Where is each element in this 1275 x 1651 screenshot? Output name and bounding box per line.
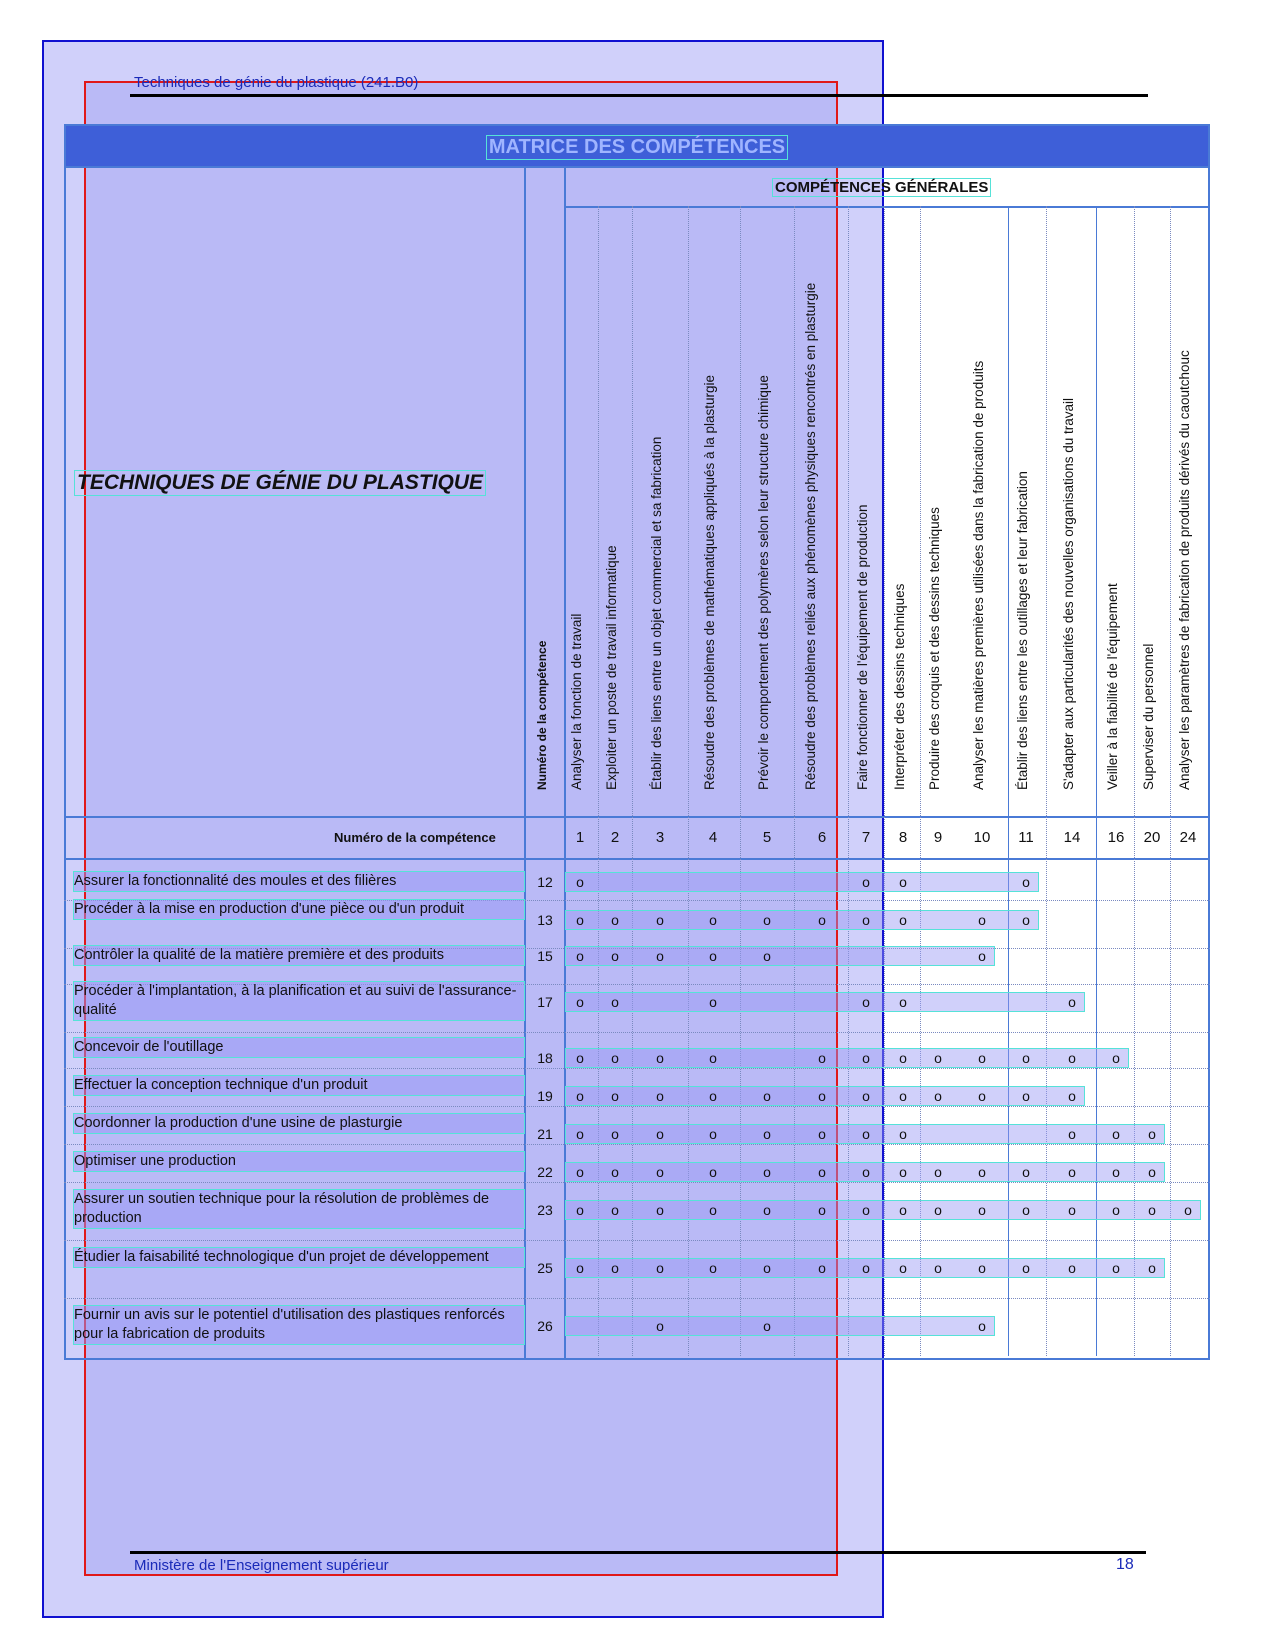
mark-18-8: o (899, 1050, 907, 1066)
mark-12-1: o (576, 874, 584, 890)
mark-25-20: o (1148, 1260, 1156, 1276)
mark-22-2: o (611, 1164, 619, 1180)
mark-19-3: o (656, 1088, 664, 1104)
general-competency-number-3: 3 (655, 829, 665, 846)
mark-22-16: o (1112, 1164, 1120, 1180)
mark-17-8: o (899, 994, 907, 1010)
row-label-13: Procéder à la mise en production d'une pièce ou d'un produit (74, 900, 524, 919)
mark-18-14: o (1068, 1050, 1076, 1066)
row-number-22: 22 (537, 1164, 553, 1180)
mark-15-1: o (576, 948, 584, 964)
matrix-subheader-rule (64, 166, 1210, 168)
general-competency-label-7: Faire fonctionner de l'équipement de production (855, 504, 870, 790)
column-separator (740, 206, 741, 1356)
mark-15-2: o (611, 948, 619, 964)
column-separator (848, 206, 849, 1356)
general-competency-label-2: Exploiter un poste de travail informatique (604, 545, 619, 790)
mark-13-5: o (763, 912, 771, 928)
row-highlight-12 (566, 873, 1038, 891)
row-number-21: 21 (537, 1126, 553, 1142)
row-highlight-17 (566, 993, 1084, 1011)
mark-18-6: o (818, 1050, 826, 1066)
mark-22-8: o (899, 1164, 907, 1180)
mark-23-11: o (1022, 1202, 1030, 1218)
mark-22-9: o (934, 1164, 942, 1180)
row-label-15: Contrôler la qualité de la matière première et des produits (74, 946, 524, 965)
mark-25-16: o (1112, 1260, 1120, 1276)
row-label-19: Effectuer la conception technique d'un produit (74, 1076, 524, 1095)
mark-22-11: o (1022, 1164, 1030, 1180)
mark-15-4: o (709, 948, 717, 964)
mark-19-4: o (709, 1088, 717, 1104)
general-competency-number-8: 8 (898, 829, 908, 846)
mark-13-7: o (862, 912, 870, 928)
column-separator (632, 206, 633, 1356)
column-separator (884, 206, 885, 1356)
mark-18-3: o (656, 1050, 664, 1066)
mark-15-10: o (978, 948, 986, 964)
mark-17-14: o (1068, 994, 1076, 1010)
mark-19-6: o (818, 1088, 826, 1104)
row-separator (64, 1068, 1210, 1069)
mark-25-3: o (656, 1260, 664, 1276)
group-separator (1096, 206, 1097, 1356)
row-label-18: Concevoir de l'outillage (74, 1038, 524, 1057)
mark-21-16: o (1112, 1126, 1120, 1142)
mark-25-4: o (709, 1260, 717, 1276)
mark-25-7: o (862, 1260, 870, 1276)
number-column-header: Numéro de la compétence (535, 640, 549, 790)
mark-22-10: o (978, 1164, 986, 1180)
general-competency-number-14: 14 (1063, 829, 1081, 846)
mark-19-10: o (978, 1088, 986, 1104)
mark-26-10: o (978, 1318, 986, 1334)
column-separator (688, 206, 689, 1356)
general-competency-label-3: Établir des liens entre un objet commercial et sa fabrication (649, 436, 664, 790)
row-number-17: 17 (537, 994, 553, 1010)
mark-18-4: o (709, 1050, 717, 1066)
general-competency-label-24: Analyser les paramètres de fabrication de produits dérivés du caoutchouc (1177, 350, 1192, 790)
mark-23-20: o (1148, 1202, 1156, 1218)
mark-23-6: o (818, 1202, 826, 1218)
row-separator (64, 1032, 1210, 1033)
mark-21-20: o (1148, 1126, 1156, 1142)
mark-18-2: o (611, 1050, 619, 1066)
label-column-divider (524, 166, 526, 1360)
mark-12-7: o (862, 874, 870, 890)
mark-13-4: o (709, 912, 717, 928)
mark-22-5: o (763, 1164, 771, 1180)
column-separator (794, 206, 795, 1356)
general-competency-number-24: 24 (1179, 829, 1197, 846)
mark-18-11: o (1022, 1050, 1030, 1066)
mark-23-7: o (862, 1202, 870, 1218)
footer-ministry: Ministère de l'Enseignement supérieur (134, 1557, 389, 1574)
mark-21-2: o (611, 1126, 619, 1142)
mark-26-5: o (763, 1318, 771, 1334)
mark-21-5: o (763, 1126, 771, 1142)
matrix-banner (66, 126, 1208, 168)
general-competency-number-5: 5 (762, 829, 772, 846)
row-number-26: 26 (537, 1318, 553, 1334)
mark-26-3: o (656, 1318, 664, 1334)
mark-25-5: o (763, 1260, 771, 1276)
mark-23-14: o (1068, 1202, 1076, 1218)
row-label-22: Optimiser une production (74, 1152, 524, 1171)
mark-23-1: o (576, 1202, 584, 1218)
row-separator (64, 1298, 1210, 1299)
mark-13-2: o (611, 912, 619, 928)
number-row-label: Numéro de la compétence (334, 830, 496, 845)
mark-23-4: o (709, 1202, 717, 1218)
general-competency-number-16: 16 (1107, 829, 1125, 846)
mark-21-1: o (576, 1126, 584, 1142)
mark-22-14: o (1068, 1164, 1076, 1180)
column-separator (1046, 206, 1047, 1356)
row-number-15: 15 (537, 948, 553, 964)
row-separator (64, 1144, 1210, 1145)
row-number-25: 25 (537, 1260, 553, 1276)
general-competency-label-4: Résoudre des problèmes de mathématiques appliqués à la plasturgie (702, 375, 717, 790)
number-row-top-rule (64, 816, 1210, 818)
mark-15-5: o (763, 948, 771, 964)
general-competency-number-1: 1 (575, 829, 585, 846)
column-separator (1134, 206, 1135, 1356)
row-number-23: 23 (537, 1202, 553, 1218)
mark-22-4: o (709, 1164, 717, 1180)
mark-12-11: o (1022, 874, 1030, 890)
mark-18-9: o (934, 1050, 942, 1066)
row-separator (64, 1240, 1210, 1241)
mark-13-3: o (656, 912, 664, 928)
mark-23-9: o (934, 1202, 942, 1218)
general-competency-number-9: 9 (933, 829, 943, 846)
mark-19-9: o (934, 1088, 942, 1104)
mark-13-8: o (899, 912, 907, 928)
mark-17-1: o (576, 994, 584, 1010)
mark-25-10: o (978, 1260, 986, 1276)
mark-21-8: o (899, 1126, 907, 1142)
general-competency-label-14: S'adapter aux particularités des nouvelles organisations du travail (1061, 397, 1076, 790)
row-highlight-15 (566, 947, 994, 965)
mark-25-1: o (576, 1260, 584, 1276)
general-competency-label-11: Établir des liens entre les outillages et leur fabrication (1015, 471, 1030, 790)
mark-21-7: o (862, 1126, 870, 1142)
mark-19-1: o (576, 1088, 584, 1104)
mark-23-8: o (899, 1202, 907, 1218)
general-competency-label-16: Veiller à la fiabilité de l'équipement (1105, 583, 1120, 790)
header-rule (130, 94, 1148, 97)
row-number-19: 19 (537, 1088, 553, 1104)
program-title: TECHNIQUES DE GÉNIE DU PLASTIQUE (74, 470, 486, 496)
row-label-23: Assurer un soutien technique pour la résolution de problèmes de production (74, 1190, 524, 1228)
mark-22-6: o (818, 1164, 826, 1180)
row-highlight-13 (566, 911, 1038, 929)
mark-18-16: o (1112, 1050, 1120, 1066)
mark-19-11: o (1022, 1088, 1030, 1104)
row-highlight-26 (566, 1317, 994, 1335)
column-separator (598, 206, 599, 1356)
row-number-18: 18 (537, 1050, 553, 1066)
row-separator (64, 1182, 1210, 1183)
row-label-25: Étudier la faisabilité technologique d'un projet de développement (74, 1248, 524, 1267)
mark-21-3: o (656, 1126, 664, 1142)
general-competency-number-11: 11 (1018, 829, 1034, 846)
general-competency-label-8: Interpréter des dessins techniques (892, 583, 907, 790)
mark-19-8: o (899, 1088, 907, 1104)
row-number-13: 13 (537, 912, 553, 928)
mark-21-6: o (818, 1126, 826, 1142)
mark-23-24: o (1184, 1202, 1192, 1218)
running-header: Techniques de génie du plastique (241.B0) (134, 74, 419, 91)
general-competency-number-10: 10 (973, 829, 991, 846)
mark-25-14: o (1068, 1260, 1076, 1276)
mark-19-5: o (763, 1088, 771, 1104)
row-label-26: Fournir un avis sur le potentiel d'utilisation des plastiques renforcés pour la fabrication de produits (74, 1306, 524, 1344)
mark-18-1: o (576, 1050, 584, 1066)
general-competency-number-2: 2 (610, 829, 620, 846)
mark-22-7: o (862, 1164, 870, 1180)
mark-18-10: o (978, 1050, 986, 1066)
column-separator (1170, 206, 1171, 1356)
general-competency-label-10: Analyser les matières premières utilisées dans la fabrication de produits (971, 360, 986, 790)
mark-22-3: o (656, 1164, 664, 1180)
general-competency-label-20: Superviser du personnel (1141, 643, 1156, 790)
mark-23-2: o (611, 1202, 619, 1218)
general-competency-label-9: Produire des croquis et des dessins techniques (927, 507, 942, 790)
general-competencies-title: COMPÉTENCES GÉNÉRALES (772, 178, 991, 197)
mark-23-10: o (978, 1202, 986, 1218)
row-label-12: Assurer la fonctionnalité des moules et des filières (74, 872, 524, 891)
mark-17-7: o (862, 994, 870, 1010)
mark-22-20: o (1148, 1164, 1156, 1180)
mark-25-6: o (818, 1260, 826, 1276)
general-competency-label-1: Analyser la fonction de travail (569, 613, 584, 790)
mark-13-1: o (576, 912, 584, 928)
mark-25-11: o (1022, 1260, 1030, 1276)
mark-13-10: o (978, 912, 986, 928)
general-competency-number-4: 4 (708, 829, 718, 846)
mark-19-14: o (1068, 1088, 1076, 1104)
column-separator (920, 206, 921, 1356)
banner-text: MATRICE DES COMPÉTENCES (486, 135, 788, 160)
mark-21-4: o (709, 1126, 717, 1142)
page-number: 18 (1116, 1556, 1134, 1573)
footer-rule (130, 1551, 1146, 1554)
general-competency-label-5: Prévoir le comportement des polymères selon leur structure chimique (756, 375, 771, 790)
mark-13-11: o (1022, 912, 1030, 928)
mark-19-7: o (862, 1088, 870, 1104)
general-competency-label-6: Résoudre des problèmes reliés aux phénomènes physiques rencontrés en plasturgie (803, 282, 818, 790)
number-row-bottom-rule (64, 858, 1210, 860)
mark-25-8: o (899, 1260, 907, 1276)
mark-18-7: o (862, 1050, 870, 1066)
mark-17-2: o (611, 994, 619, 1010)
general-competency-number-20: 20 (1143, 829, 1161, 846)
mark-25-9: o (934, 1260, 942, 1276)
mark-19-2: o (611, 1088, 619, 1104)
mark-23-5: o (763, 1202, 771, 1218)
mark-13-6: o (818, 912, 826, 928)
mark-22-1: o (576, 1164, 584, 1180)
mark-21-14: o (1068, 1126, 1076, 1142)
row-label-21: Coordonner la production d'une usine de plasturgie (74, 1114, 524, 1133)
row-label-17: Procéder à l'implantation, à la planification et au suivi de l'assurance-qualité (74, 982, 524, 1020)
general-competency-number-6: 6 (817, 829, 827, 846)
mark-25-2: o (611, 1260, 619, 1276)
row-number-12: 12 (537, 874, 553, 890)
group-separator (1008, 206, 1009, 1356)
mark-17-4: o (709, 994, 717, 1010)
row-separator (64, 1106, 1210, 1107)
mark-15-3: o (656, 948, 664, 964)
mark-23-16: o (1112, 1202, 1120, 1218)
general-competency-number-7: 7 (861, 829, 871, 846)
mark-12-8: o (899, 874, 907, 890)
mark-23-3: o (656, 1202, 664, 1218)
